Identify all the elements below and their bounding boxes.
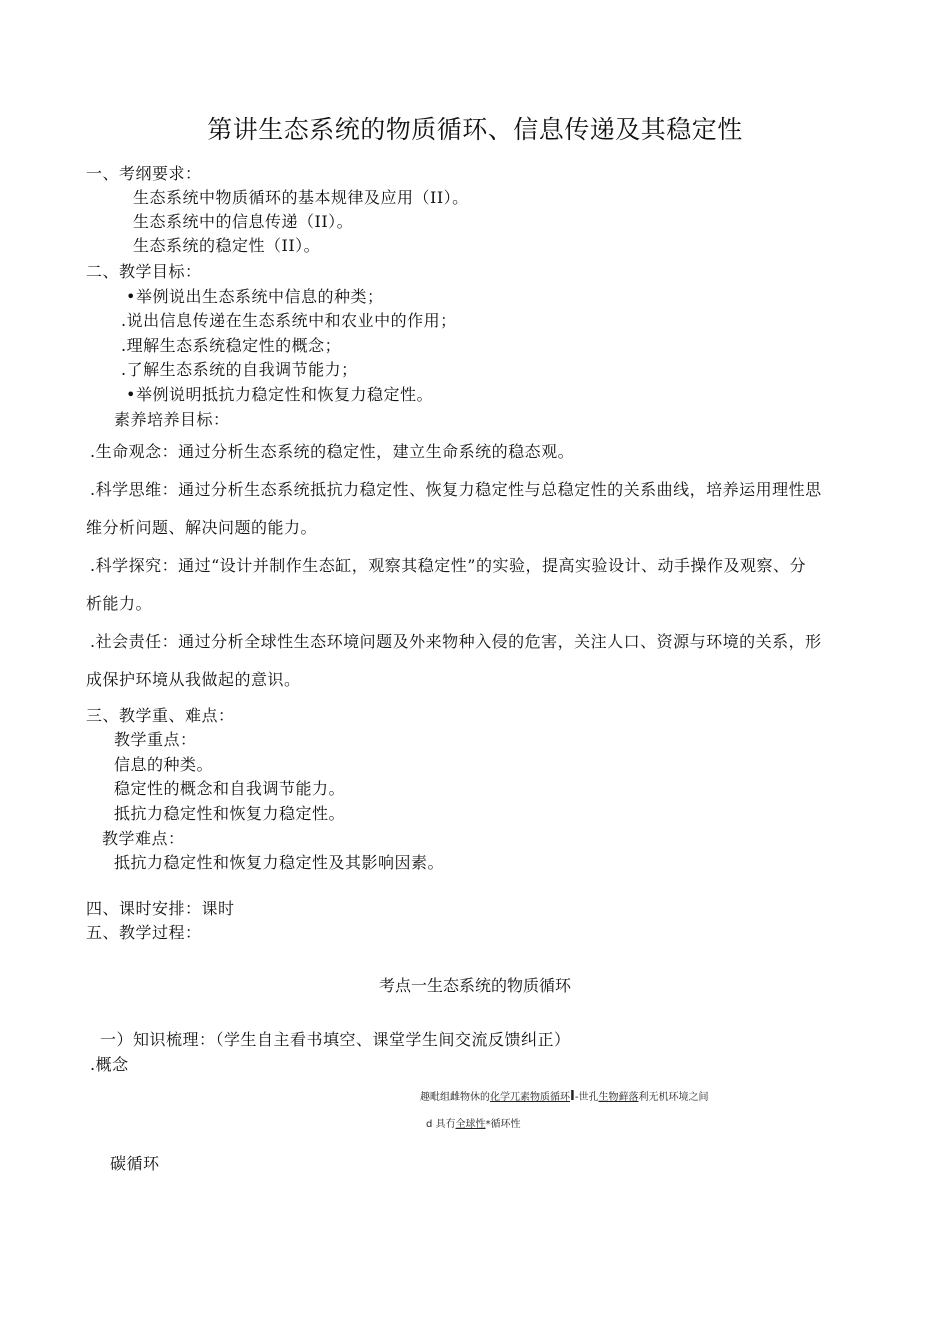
point-title: 考点一生态系统的物质循环 <box>378 976 571 995</box>
concept-diagram-line1: 趣毗组雌物休的化学兀素物质循环I-世孔生物藓落利无机环境之间 <box>420 1089 709 1104</box>
section2-heading: 二、教学目标： <box>86 262 202 281</box>
concept-diagram-line2: d 具冇全球性*循环性 <box>426 1119 521 1130</box>
literacy-goal: .生命观念：通过分析生态系统的稳定性，建立生命系统的稳态观。 <box>90 442 575 461</box>
concept-label: .概念 <box>90 1055 129 1074</box>
literacy-goal-cont: 析能力。 <box>86 594 153 613</box>
section4-schedule: 四、课时安排：课时 <box>86 899 235 918</box>
knowledge-heading: 一）知识梳理：（学生自主看书填空、课堂学生间交流反馈纠正） <box>100 1030 571 1049</box>
literacy-goal: .科学探究：通过“设计并制作生态缸，观察其稳定性”的实验，提高实验设计、动手操作及观察、分 <box>90 556 806 575</box>
objective-item: •举例说明抵抗力稳定性和恢复力稳定性。 <box>126 385 433 404</box>
literacy-goal-cont: 成保护环境从我做起的意识。 <box>86 670 301 689</box>
literacy-goal: .科学思维：通过分析生态系统抵抗力稳定性、恢复力稳定性与总稳定性的关系曲线，培养运用理性思 <box>90 480 822 499</box>
literacy-heading: 素养培养目标： <box>114 410 230 429</box>
key-point-item: 稳定性的概念和自我调节能力。 <box>114 779 346 798</box>
section1-item: 生态系统的稳定性（II）。 <box>133 236 321 255</box>
objective-item: .理解生态系统稳定性的概念； <box>121 336 342 355</box>
section1-item: 生态系统中的信息传递（II）。 <box>133 212 354 231</box>
section5-heading: 五、教学过程： <box>86 923 202 942</box>
section1-heading: 一、考纲要求： <box>86 164 202 183</box>
literacy-goal-cont: 维分析问题、解决问题的能力。 <box>86 518 318 537</box>
carbon-cycle-label: 碳循环 <box>110 1154 160 1173</box>
difficult-point-item: 抵抗力稳定性和恢复力稳定性及其影响因素。 <box>114 853 445 872</box>
page-title: 第讲生态系统的物质循环、信息传递及其稳定性 <box>207 115 743 144</box>
difficult-points-label: 教学难点： <box>102 829 185 848</box>
key-point-item: 信息的种类。 <box>114 755 214 774</box>
section1-item: 生态系统中物质循环的基本规律及应用（II）。 <box>133 188 469 207</box>
section3-heading: 三、教学重、难点： <box>86 706 235 725</box>
objective-item: .了解生态系统的自我调节能力； <box>121 360 358 379</box>
objective-item: .说出信息传递在生态系统中和农业中的作用； <box>121 311 457 330</box>
key-point-item: 抵抗力稳定性和恢复力稳定性。 <box>114 804 346 823</box>
objective-item: •举例说出生态系统中信息的种类； <box>126 287 384 306</box>
literacy-goal: .社会责任：通过分析全球性生态环境问题及外来物种入侵的危害，关注人口、资源与环境的关系，形 <box>90 632 822 651</box>
key-points-label: 教学重点： <box>114 730 197 749</box>
